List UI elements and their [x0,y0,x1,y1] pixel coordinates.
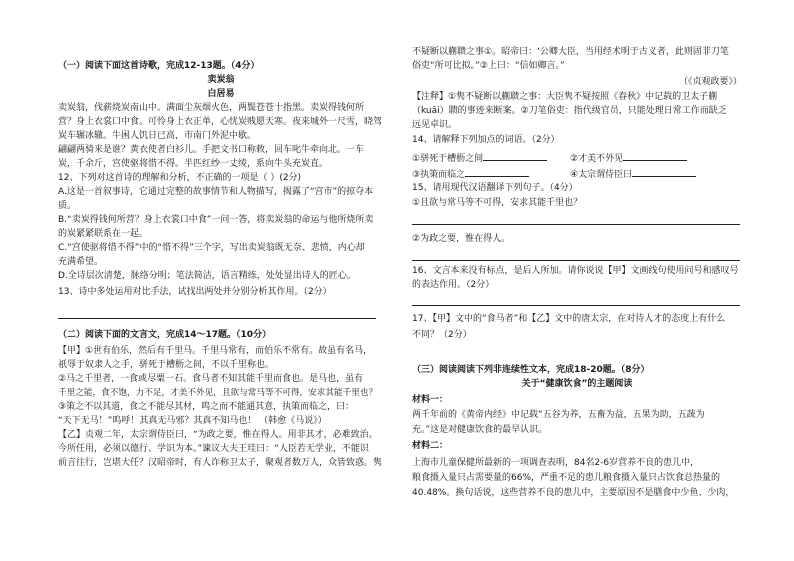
passage-line: ②马之千里者，一食或尽粟一石。食马者不知其能千里而食也。是马也，虽有 [58,374,364,384]
q12-option: B.“卖炭得钱何所营？身上衣裳口中食”一问一答，将卖炭翁的命运与他所烧所卖 [58,215,374,225]
material-2-line: 40.48%。换句话说，这些营养不良的患儿中，主要原因不是膳食中少鱼、少肉， [412,488,735,498]
passage-line: 祇辱于奴隶人之手，骈死于槽枥之间，不以千里称也。 [58,360,275,370]
answer-blank[interactable] [632,167,696,177]
answer-line[interactable] [412,260,740,261]
q12-option: C.“宫使驱将惜不得”中的“惜不得”三个字，写出卖炭翁既无奈、悲愤，内心却 [58,243,365,253]
q16-line: 16、文言本来没有标点，是后人所加。请你说说【甲】文画线句使用问号和感叹号 [412,266,739,276]
q12-option: 质。 [58,201,77,211]
q13-stem: 13、诗中多处运用对比手法，试找出两处并分别分析其作用。（2分） [58,287,332,297]
q14-item: ②才美不外见 [570,151,687,165]
passage-line: “天下无马！”呜呼！其真无马邪？其真不知马也！ （韩愈《马说》） [58,416,327,426]
passage-line: ③策之不以其道，食之不能尽其材，鸣之而不能通其意，执策而临之，曰： [58,402,355,412]
poem-line: 翩翩两骑来是谁？黄衣使者白衫儿。手把文书口称敕，回车叱牛牵向北。一车 [58,145,365,155]
answer-line[interactable] [58,318,376,319]
material-2-line: 粮食摄入量只占需要量的66%，严重不足的患儿粮食摄入量只占饮食总热量的 [412,473,721,483]
material-2-label: 材料二： [412,441,449,451]
q15-stem: 15、请用现代汉语翻译下列句子。（4分） [412,183,578,193]
passage-line: 【甲】①世有伯乐，然后有千里马。千里马常有，而伯乐不常有。故虽有名马， [58,346,373,356]
note-line: 远见卓识。 [412,120,458,130]
poem-line: 炭，千余斤，宫使驱将惜不得。半匹红纱一丈绫，系向牛头充炭直。 [58,159,329,169]
poem-title: 卖炭翁 [207,75,235,85]
passage-line: 不疑断以蒯聩之事①。昭帝曰：‘公卿大臣，当用经术明于古义者，此则固非刀笔 [412,47,729,57]
poem-line: 卖炭翁，伐薪烧炭南山中。满面尘灰烟火色，两鬓苍苍十指黑。卖炭得钱何所 [58,103,365,113]
passage-line: 今所任用，必须以德行、学识为本。”谏议大夫王珪曰：“人臣若无学业，不能识 [58,444,369,454]
material-2-line: 上海市儿童保健所最新的一项调查表明，84名2-6岁营养不良的患儿中， [412,458,700,468]
material-1-line: 充。”这是对健康饮食的最早认识。 [412,425,548,435]
q12-option: 的炭紧紧联系在一起。 [58,229,149,239]
passage-line: 千里之能，食不饱，力不足，才美不外见，且欲与常马等不可得，安求其能千里也？ [58,388,378,398]
q12-stem: 12、下列对这首诗的理解和分析，不正确的一项是（ ）(2分) [58,173,302,183]
passage-line: 前言往行，岂堪大任？汉昭帝时，有人诈称卫太子，聚观者数万人，众皆致惑。隽 [58,458,383,468]
passage-line: 【乙】贞观二年，太宗谓侍臣曰，“为政之要，惟在得人。用非其才，必难致治。 [58,430,378,440]
q12-option: A.这是一首叙事诗，它通过完整的故事情节和人物描写，揭露了“宫市”的掠夺本 [58,187,374,197]
q12-option: D.全诗层次清楚，脉络分明；笔法简洁，语言精练，处处显出诗人的匠心。 [58,271,356,281]
q15-item: ②为政之要，惟在得人。 [412,234,511,244]
answer-line[interactable] [412,305,740,306]
poem-line: 炭车辗冰辙。牛困人饥日已高，市南门外泥中歇。 [58,131,257,141]
section-1-header: （一）阅读下面这首诗歌，完成12-13题。（4分） [58,61,260,71]
q17-line: 不同？（2分） [412,330,472,340]
answer-line[interactable] [412,224,740,225]
q12-option: 充满希望。 [58,257,104,267]
q14-item: ①骈死于槽枥之间 [412,151,547,165]
note-line: （kuǎi）聩的事迹来断案。②刀笔俗吏：指代级官员，只能处理日常工作而缺乏 [412,106,727,116]
q17-line: 17、【甲】文中的“食马者”和【乙】文中的唐太宗，在对待人才的态度上有什么 [412,314,726,324]
q16-line: 的表达作用。（2分） [412,280,495,290]
passage-line: 俗吏“所可比拟。”②上曰：“信如卿言。” [412,61,565,71]
q14-item: ④太宗谓侍臣曰 [570,167,696,181]
passage-source: （《贞观政要》） [678,77,742,87]
q14-item: ③执策而临之 [412,167,529,181]
answer-blank[interactable] [483,151,547,161]
section-2-header: （二）阅读下面的文言文，完成14～17题。（10分） [58,330,272,340]
answer-blank[interactable] [465,167,529,177]
poem-author: 白居易 [207,89,235,99]
note-line: 【注释】①隽不疑断以蒯聩之事：大臣隽不疑按照《春秋》中记载的卫太子蒯 [412,92,718,102]
poem-line: 营？身上衣裳口中食。可怜身上衣正单，心忧炭贱愿天寒。夜来城外一尺雪，晓驾 [58,117,383,127]
material-1-line: 两千年前的《黄帝内经》中记载“五谷为养，五畜为益，五果为助，五蔬为 [412,410,705,420]
section-3-header: （三）阅读阅读下列非连续性文本，完成18-20题。（8分） [412,365,650,375]
material-1-label: 材料一： [412,395,449,405]
q15-item: ①且欲与常马等不可得，安求其能千里也？ [412,198,583,208]
answer-blank[interactable] [623,151,687,161]
section-3-title: 关于“健康饮食”的主题阅读 [521,379,633,389]
q14-stem: 14、请解释下列加点的词语。（2分） [412,135,560,145]
